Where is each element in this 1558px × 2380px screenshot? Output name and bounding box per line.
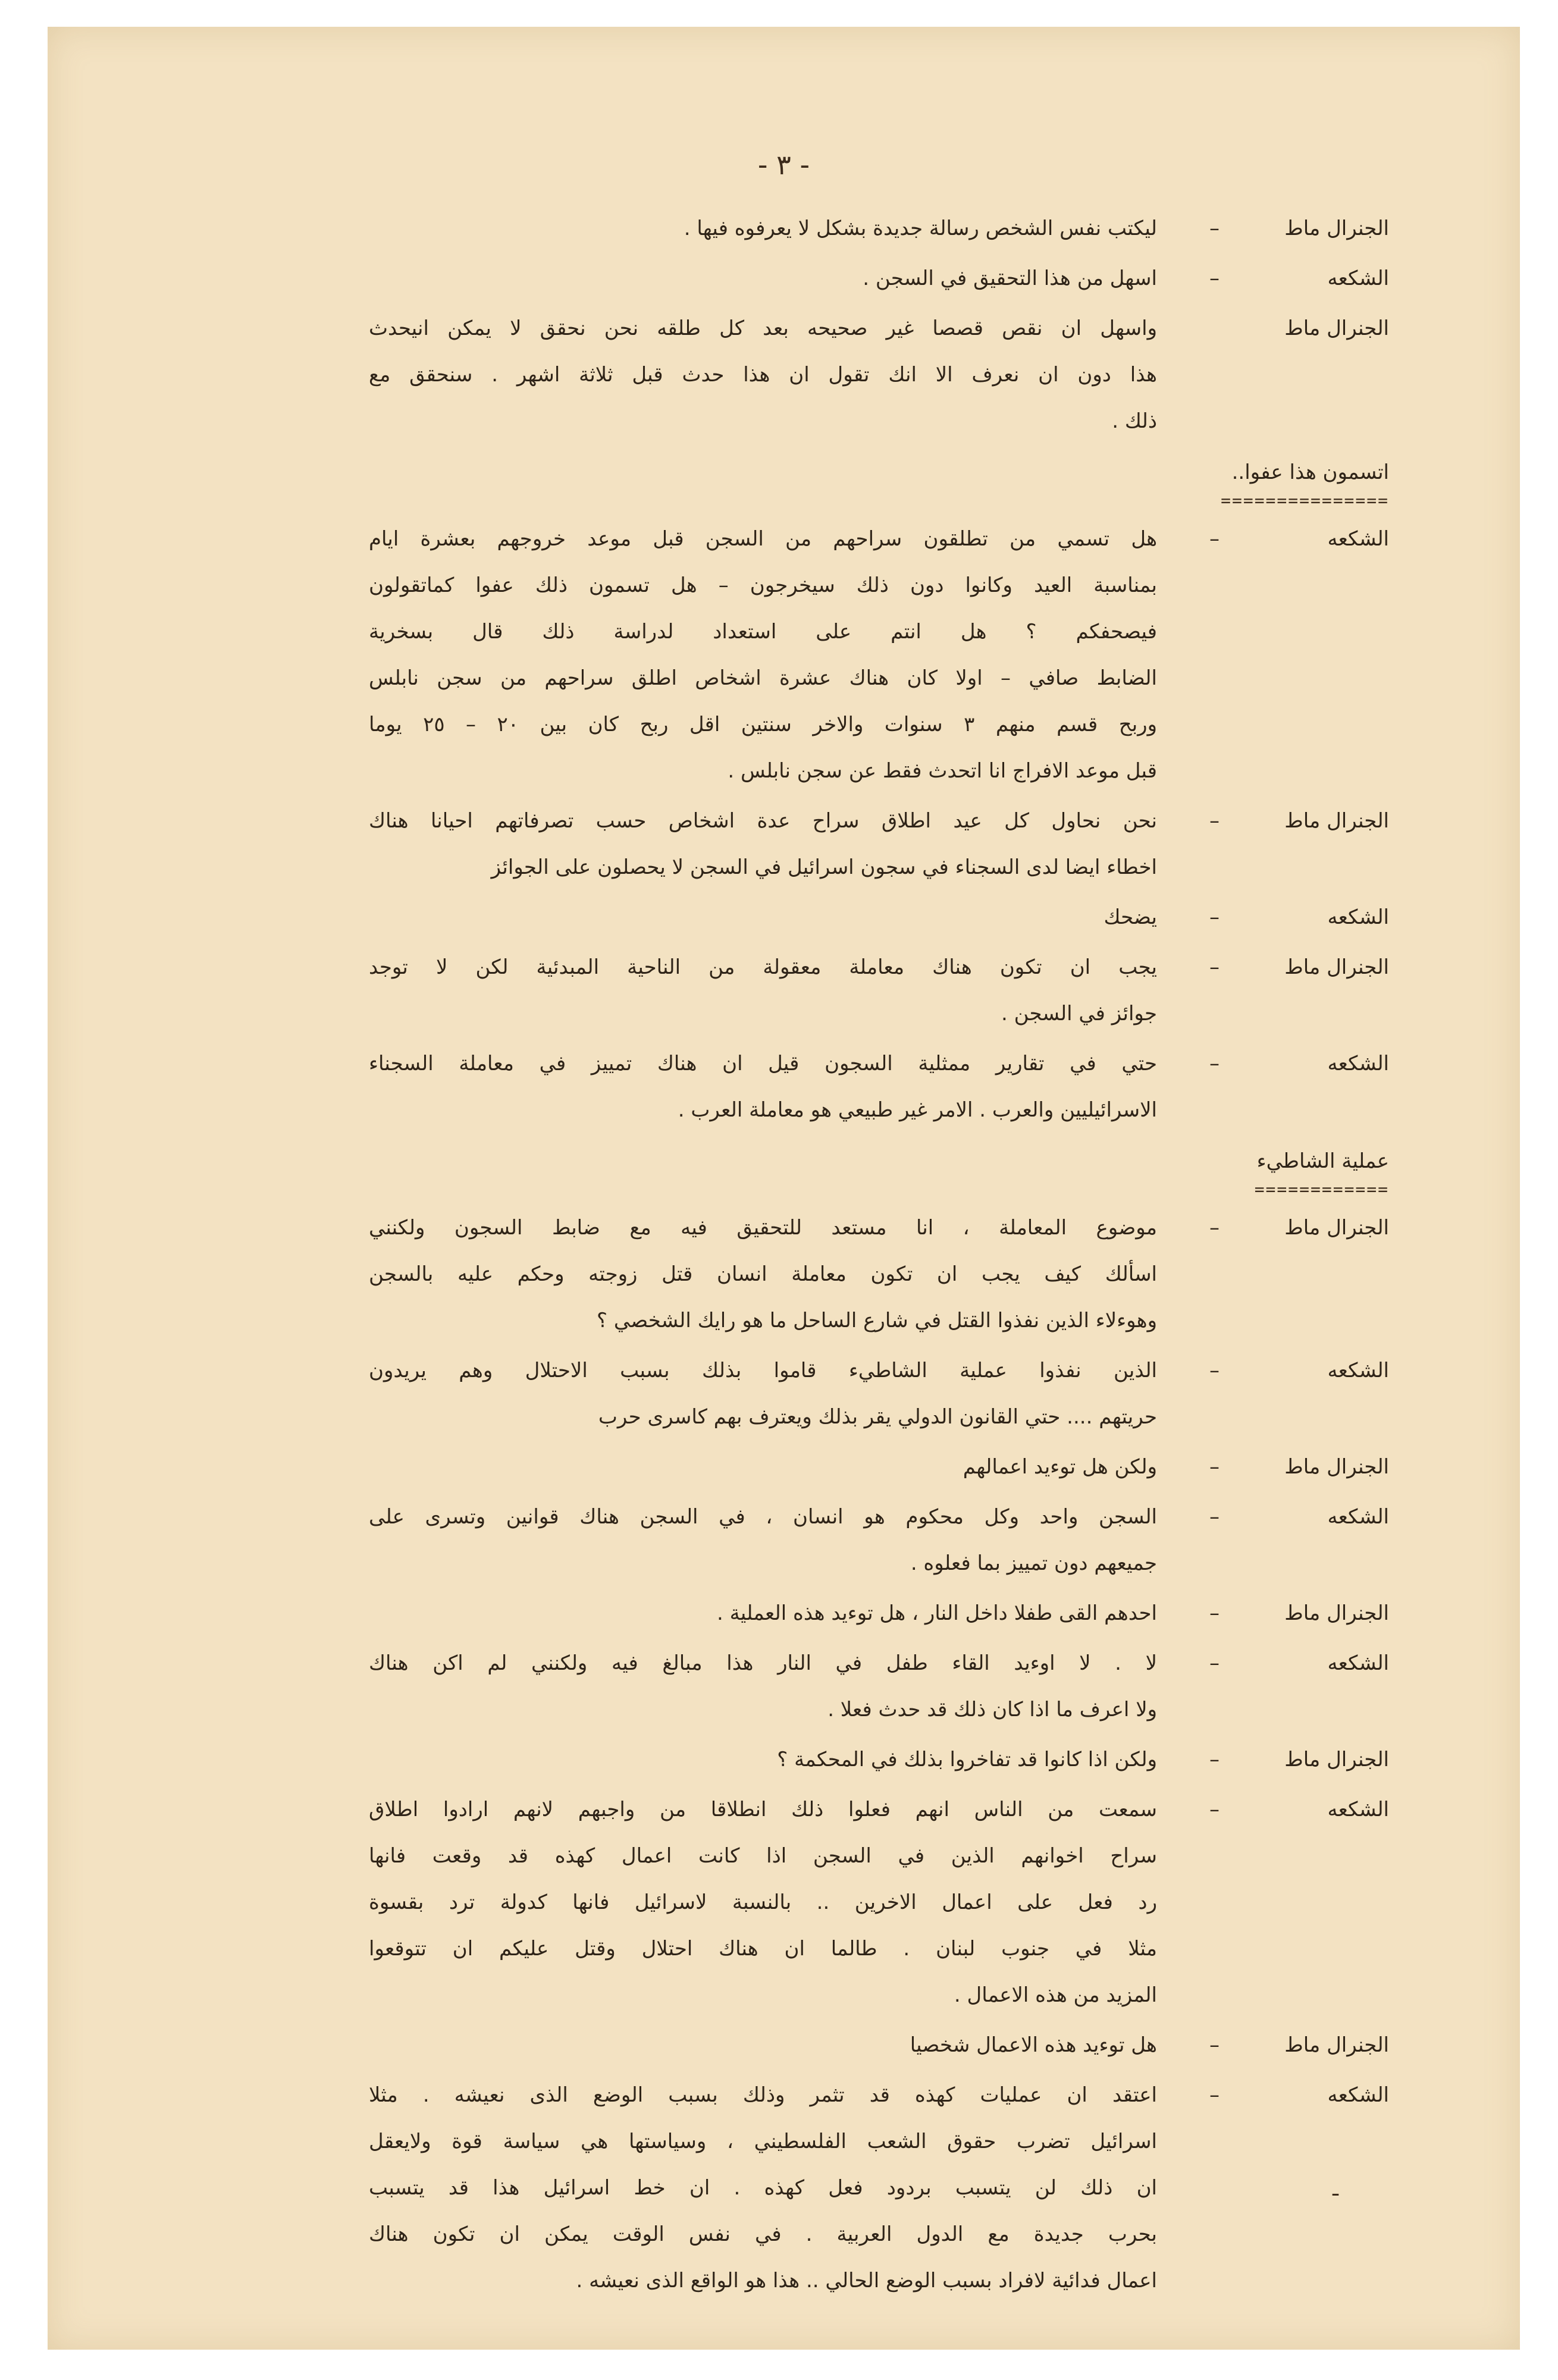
speech-text <box>369 2022 1157 2068</box>
speech-line: فيصحفكم ؟ هل انتم على استعداد لدراسة ذلك قال بسخرية <box>369 620 1157 644</box>
speaker-name: الجنرال ماط <box>1284 1455 1389 1479</box>
speech-line: رد فعل على اعمال الاخرين .. بالنسبة لاسرائيل فانها كدولة ترد بقسوة <box>369 1890 1157 1914</box>
speech-line: ان ذلك لن يتسبب بردود فعل كهذه . ان خط اسرائيل هذا قد يتسبب <box>369 2176 1157 2200</box>
speaker-name: الجنرال ماط <box>1284 1748 1389 1771</box>
speech-text <box>369 1205 1157 1344</box>
speech-line: اخطاء ايضا لدى السجناء في سجون اسرائيل في السجن لا يحصلون على الجوائز <box>491 855 1157 879</box>
speech-text <box>369 798 1157 890</box>
speaker-name: الشكعه <box>1327 266 1389 290</box>
speech-line: جوائز في السجن . <box>1001 1002 1157 1026</box>
dialogue-entry <box>48 305 1520 444</box>
speaker-dash: – <box>1209 1651 1220 1675</box>
speech-line: السجن واحد وكل محكوم هو انسان ، في السجن هناك قوانين وتسرى على <box>369 1505 1157 1529</box>
speech-text <box>369 1347 1157 1440</box>
dialogue-entry <box>48 894 1520 940</box>
speaker-dash: – <box>1209 1455 1220 1479</box>
speaker-dash: – <box>1209 1505 1220 1529</box>
speaker-dash: – <box>1209 1601 1220 1625</box>
speaker-dash: – <box>1209 217 1220 240</box>
speech-text <box>369 205 1157 252</box>
speech-line: سمعت من الناس انهم فعلوا ذلك انطلاقا من واجبهم لانهم ارادوا اطلاق <box>369 1798 1157 1821</box>
section-heading <box>48 453 1389 510</box>
speaker-dash: – <box>1209 2083 1220 2107</box>
speaker-name: الجنرال ماط <box>1284 809 1389 833</box>
dialogue-entry <box>48 1736 1520 1783</box>
speaker-dash: – <box>1209 1052 1220 1075</box>
speaker-name: الشكعه <box>1327 527 1389 551</box>
speaker-dash: – <box>1209 809 1220 833</box>
section-heading <box>48 1142 1389 1199</box>
speech-line: ولكن هل توءيد اعمالهم <box>963 1455 1157 1479</box>
speech-text <box>369 2072 1157 2304</box>
dialogue-entry <box>48 798 1520 890</box>
dialogue-entry <box>48 1640 1520 1733</box>
speech-line: الذين نفذوا عملية الشاطيء قاموا بذلك بسبب الاحتلال وهم يريدون <box>369 1359 1157 1382</box>
speech-line: قبل موعد الافراج انا اتحدث فقط عن سجن نابلس . <box>728 759 1157 783</box>
dialogue-entry <box>48 516 1520 794</box>
speech-line: ذلك . <box>1112 409 1157 433</box>
speech-text <box>369 516 1157 794</box>
speech-text <box>369 1590 1157 1636</box>
dialogue-entry <box>48 1444 1520 1490</box>
speaker-name: الجنرال ماط <box>1284 316 1389 340</box>
speaker-dash: – <box>1209 266 1220 290</box>
section-heading-text: اتسمون هذا عفوا.. <box>1231 460 1389 484</box>
speech-text <box>369 1494 1157 1586</box>
dialogue-entry <box>48 2022 1520 2068</box>
speaker-dash: – <box>1209 905 1220 929</box>
speech-line: بمناسبة العيد وكانوا دون ذلك سيخرجون – هل تسمون ذلك عفوا كماتقولون <box>369 573 1157 597</box>
margin-mark: ـ <box>1333 2177 1338 2201</box>
speaker-name: الشكعه <box>1327 2083 1389 2107</box>
dialogue-entry <box>48 944 1520 1037</box>
speech-line: جميعهم دون تمييز بما فعلوه . <box>910 1551 1157 1575</box>
dialogue-entry <box>48 1040 1520 1133</box>
speaker-name: الشكعه <box>1327 1052 1389 1075</box>
speech-line: يضحك <box>1104 905 1157 929</box>
speech-line: نحن نحاول كل عيد اطلاق سراح عدة اشخاص حسب تصرفاتهم احيانا هناك <box>369 809 1157 833</box>
speaker-name: الشكعه <box>1327 1798 1389 1821</box>
speaker-name: الجنرال ماط <box>1284 1601 1389 1625</box>
speech-line: اسهل من هذا التحقيق في السجن . <box>863 266 1157 290</box>
speech-line: لا . لا اوءيد القاء طفل في النار هذا مبالغ فيه ولكنني لم اكن هناك <box>369 1651 1157 1675</box>
speech-line: الاسرائيليين والعرب . الامر غير طبيعي هو معاملة العرب . <box>678 1098 1157 1122</box>
dialogue-entry <box>48 1494 1520 1586</box>
speech-line: ولا اعرف ما اذا كان ذلك قد حدث فعلا . <box>827 1698 1157 1721</box>
speech-line: حتي في تقارير ممثلية السجون قيل ان هناك تمييز في معاملة السجناء <box>369 1052 1157 1075</box>
speech-line: يجب ان تكون هناك معاملة معقولة من الناحية المبدئية لكن لا توجد <box>369 955 1157 979</box>
transcript-body <box>48 205 1520 2307</box>
speaker-name: الجنرال ماط <box>1284 2033 1389 2057</box>
speaker-dash: – <box>1209 1359 1220 1382</box>
speech-text <box>369 1736 1157 1783</box>
dialogue-entry <box>48 255 1520 302</box>
dialogue-entry <box>48 1590 1520 1636</box>
speech-text <box>369 894 1157 940</box>
speech-line: بحرب جديدة مع الدول العربية . في نفس الوقت يمكن ان تكون هناك <box>369 2222 1157 2246</box>
speech-line: موضوع المعاملة ، انا مستعد للتحقيق فيه مع ضابط السجون ولكنني <box>369 1216 1157 1240</box>
speech-line: اعتقد ان عمليات كهذه قد تثمر وذلك بسبب الوضع الذى نعيشه . مثلا <box>369 2083 1157 2107</box>
speaker-name: الجنرال ماط <box>1284 217 1389 240</box>
speaker-dash: – <box>1209 1216 1220 1240</box>
speech-line: الضابط صافي – اولا كان هناك عشرة اشخاص اطلق سراحهم من سجن نابلس <box>369 666 1157 690</box>
speech-line: اعمال فدائية لافراد بسبب الوضع الحالي .. هذا هو الواقع الذى نعيشه . <box>576 2269 1157 2293</box>
speech-line: المزيد من هذه الاعمال . <box>954 1983 1157 2007</box>
dialogue-entry <box>48 2072 1520 2304</box>
section-heading-underline: ============ <box>1254 1180 1389 1199</box>
speaker-name: الجنرال ماط <box>1284 955 1389 979</box>
speaker-name: الشكعه <box>1327 1651 1389 1675</box>
speech-text <box>369 305 1157 444</box>
dialogue-entry <box>48 1347 1520 1440</box>
speech-line: اسألك كيف يجب ان تكون معاملة انسان قتل زوجته وحكم عليه بالسجن <box>369 1262 1157 1286</box>
speech-line: ولكن اذا كانوا قد تفاخروا بذلك في المحكمة ؟ <box>777 1748 1157 1771</box>
speaker-dash: – <box>1209 955 1220 979</box>
speech-text <box>369 944 1157 1037</box>
speech-line: واسهل ان نقص قصصا غير صحيحه بعد كل طلقه نحن نحقق لا يمكن انيحدث <box>369 316 1157 340</box>
speech-line: احدهم القى طفلا داخل النار ، هل توءيد هذه العملية . <box>716 1601 1157 1625</box>
speech-text <box>369 1640 1157 1733</box>
speaker-name: الشكعه <box>1327 905 1389 929</box>
document-sheet <box>48 27 1520 2350</box>
speech-line: ليكتب نفس الشخص رسالة جديدة بشكل لا يعرفوه فيها . <box>684 217 1157 240</box>
speaker-name: الشكعه <box>1327 1505 1389 1529</box>
speech-text <box>369 1040 1157 1133</box>
speech-line: وربح قسم منهم ٣ سنوات والاخر سنتين اقل ربح كان بين ٢٠ – ٢٥ يوما <box>369 713 1157 736</box>
speaker-name: الشكعه <box>1327 1359 1389 1382</box>
speaker-dash: – <box>1209 1748 1220 1771</box>
speech-line: اسرائيل تضرب حقوق الشعب الفلسطيني ، وسياستها هي سياسة قوة ولايعقل <box>369 2130 1157 2153</box>
speech-line: هل توءيد هذه الاعمال شخصيا <box>910 2033 1157 2057</box>
speaker-dash: – <box>1209 1798 1220 1821</box>
dialogue-entry <box>48 205 1520 252</box>
speech-text <box>369 1444 1157 1490</box>
speech-text <box>369 1786 1157 2018</box>
speaker-dash: – <box>1209 2033 1220 2057</box>
speech-line: سراح اخوانهم الذين في السجن اذا كانت اعمال كهذه قد وقعت فانها <box>369 1844 1157 1868</box>
section-heading-text: عملية الشاطيء <box>1256 1149 1389 1173</box>
speaker-name: الجنرال ماط <box>1284 1216 1389 1240</box>
speaker-dash: – <box>1209 527 1220 551</box>
speech-line: مثلا في جنوب لبنان . طالما ان هناك احتلال وقتل عليكم ان تتوقعوا <box>369 1937 1157 1961</box>
speech-line: وهوءلاء الذين نفذوا القتل في شارع الساحل ما هو رايك الشخصي ؟ <box>597 1309 1157 1332</box>
dialogue-entry <box>48 1205 1520 1344</box>
speech-text <box>369 255 1157 302</box>
speech-line: حريتهم .... حتي القانون الدولي يقر بذلك ويعترف بهم كاسرى حرب <box>598 1405 1157 1429</box>
speech-line: هل تسمي من تطلقون سراحهم من السجن قبل موعد خروجهم بعشرة ايام <box>369 527 1157 551</box>
speech-line: هذا دون ان نعرف الا انك تقول ان هذا حدث قبل ثلاثة اشهر . سنحقق مع <box>369 363 1157 387</box>
dialogue-entry <box>48 1786 1520 2018</box>
section-heading-underline: =============== <box>1221 491 1389 510</box>
page-number: - ٣ - <box>757 149 810 181</box>
